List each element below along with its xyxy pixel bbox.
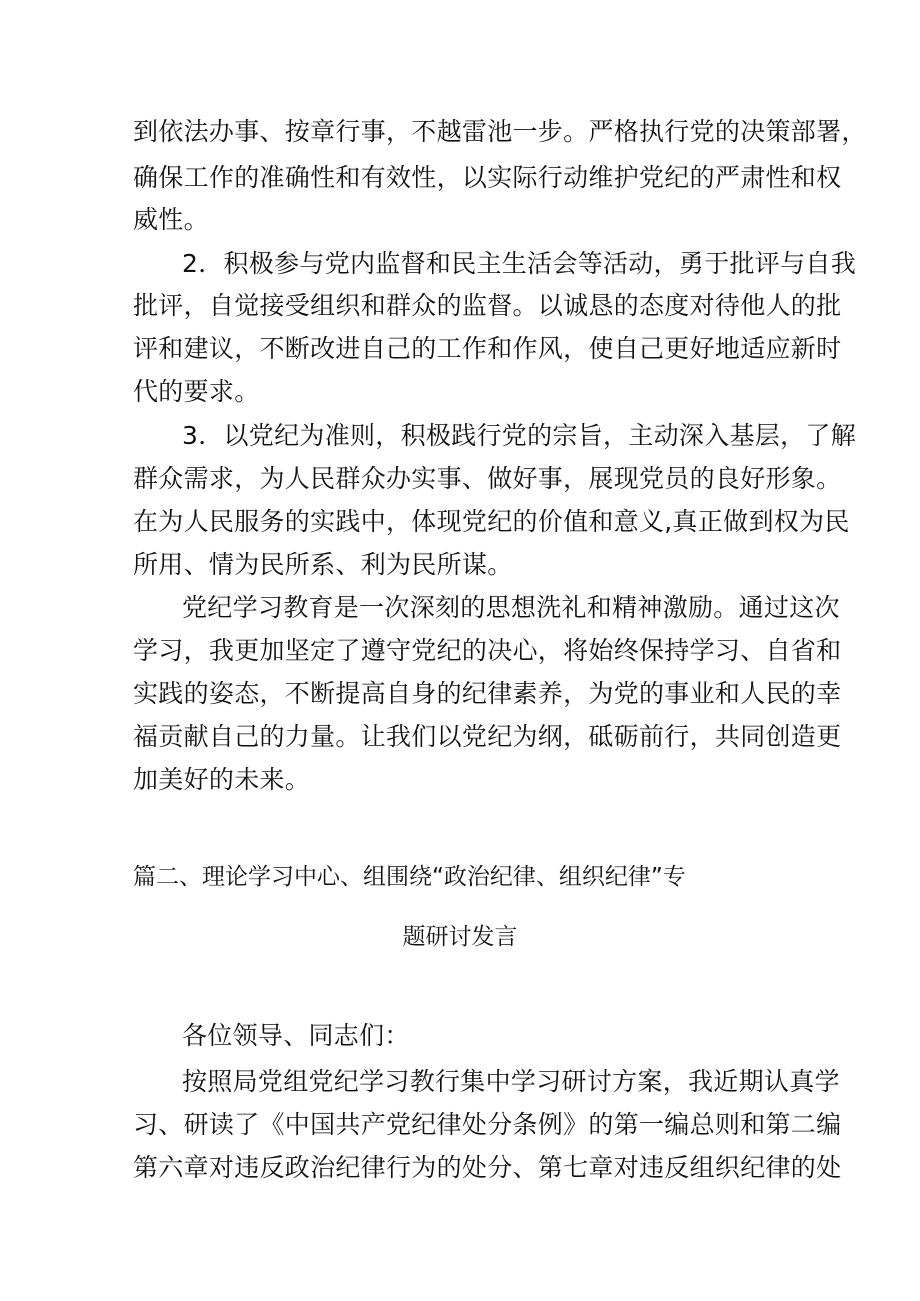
paragraph-5-line-1: 按照局党组党纪学习教行集中学习研讨方案，我近期认真学 — [182, 1067, 840, 1096]
paragraph-1-line-1: 到依法办事、按章行事，不越雷池一步。严格执行党的决策部署， — [133, 117, 867, 146]
salutation: 各位领导、同志们： — [182, 1021, 410, 1050]
paragraph-2-line-4: 代的要求。 — [133, 377, 260, 406]
paragraph-4-line-2: 学习，我更加坚定了遵守党纪的决心，将始终保持学习、自省和 — [133, 636, 842, 665]
paragraph-3-line-2: 群众需求，为人民群众办实事、做好事，展现党员的良好形象。 — [133, 464, 842, 493]
paragraph-1-line-3: 威性。 — [133, 205, 209, 234]
paragraph-5-line-2: 习、研读了《中国共产党纪律处分条例》的第一编总则和第二编 — [133, 1110, 842, 1139]
paragraph-4-line-3: 实践的姿态，不断提高自身的纪律素养，为党的事业和人民的幸 — [133, 679, 842, 708]
paragraph-1-line-2: 确保工作的准确性和有效性，以实际行动维护党纪的严肃性和权 — [133, 163, 842, 192]
paragraph-3-line-1: 3．以党纪为准则，积极践行党的宗旨，主动深入基层，了解 — [182, 421, 857, 450]
paragraph-3-line-4: 所用、情为民所系、利为民所谋。 — [133, 550, 513, 579]
paragraph-4-line-5: 加美好的未来。 — [133, 765, 311, 794]
paragraph-2-line-3: 评和建议，不断改进自己的工作和作风，使自己更好地适应新时 — [133, 334, 842, 363]
paragraph-3-line-3: 在为人民服务的实践中，体现党纪的价值和意义,真正做到权为民 — [133, 507, 850, 536]
paragraph-4-line-1: 党纪学习教育是一次深刻的思想洗礼和精神激励。通过这次 — [182, 593, 840, 622]
paragraph-2-line-2: 批评，自觉接受组织和群众的监督。以诚恳的态度对待他人的批 — [133, 291, 842, 320]
paragraph-5-line-3: 第六章对违反政治纪律行为的处分、第七章对违反组织纪律的处 — [133, 1153, 842, 1182]
section-title-line-1: 篇二、理论学习中心、组围绕“政治纪律、组织纪律”专 — [133, 864, 686, 890]
paragraph-4-line-4: 福贡献自己的力量。让我们以党纪为纲，砥砺前行，共同创造更 — [133, 722, 842, 751]
section-title-line-2: 题研讨发言 — [402, 924, 518, 950]
paragraph-2-line-1: 2．积极参与党内监督和民主生活会等活动，勇于批评与自我 — [182, 249, 857, 278]
